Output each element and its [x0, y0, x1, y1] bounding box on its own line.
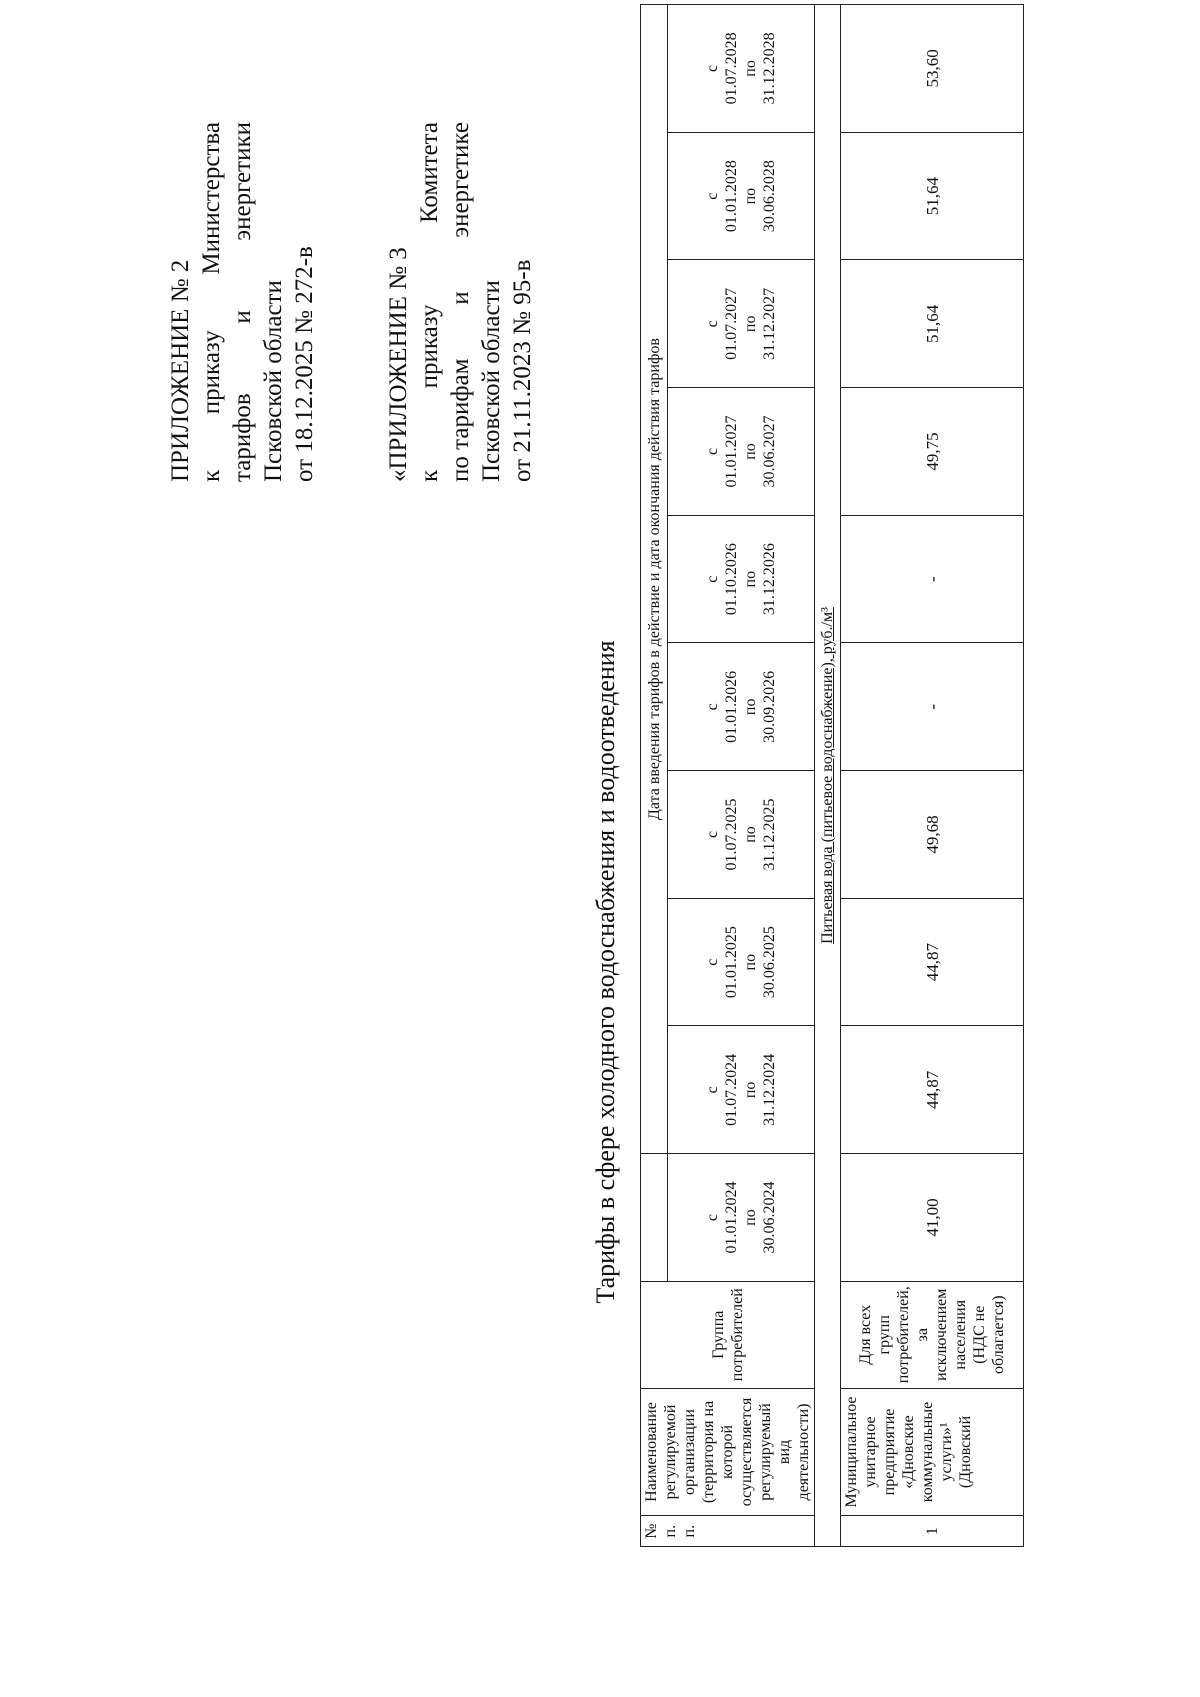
appendix-original-block	[383, 122, 538, 482]
period-to: 31.12.2024	[761, 1053, 779, 1126]
tariff-value-2: 44,87	[841, 1026, 1024, 1154]
period-header-1	[668, 1154, 815, 1282]
period-from-word: с	[704, 447, 722, 456]
period-from: 01.01.2024	[723, 1181, 741, 1254]
period-header-9	[668, 132, 815, 260]
row-group: Для всех групп потребителей, за исключением населения (НДС не облагается)	[841, 1281, 1024, 1388]
section-row	[815, 5, 841, 1547]
period-from: 01.01.2026	[723, 670, 741, 743]
tariff-value-1: 41,00	[841, 1154, 1024, 1282]
word: тарифов	[229, 393, 256, 482]
header-group: Группа потребителей	[641, 1281, 815, 1388]
period-from-word: с	[704, 958, 722, 966]
header-num: № п. п.	[641, 1516, 815, 1547]
appendix-current-line1	[196, 122, 227, 482]
period-from: 01.01.2027	[723, 415, 741, 488]
period-from-word: с	[704, 703, 722, 711]
tariff-value-5: -	[841, 643, 1024, 771]
period-to-word: по	[742, 315, 760, 333]
period-from: 01.01.2025	[723, 926, 741, 999]
period-header-10	[668, 5, 815, 133]
period-to: 31.12.2025	[761, 798, 779, 871]
appendix-original-line4: от 21.11.2023 № 95-в	[509, 259, 536, 482]
period-from-word: с	[704, 320, 722, 328]
word: Министерства	[198, 122, 225, 275]
header-row-1	[641, 5, 668, 1547]
period-to: 30.09.2026	[761, 670, 779, 743]
period-from-word: с	[704, 1213, 722, 1222]
tariff-value-4: 49,68	[841, 771, 1024, 899]
period-header-5	[668, 643, 815, 771]
word: и	[229, 310, 256, 324]
appendix-current-line4: от 18.12.2025 № 272-в	[291, 246, 318, 482]
period-from: 01.07.2028	[723, 32, 741, 105]
period-from-word: с	[704, 64, 722, 72]
period-to-word: по	[742, 60, 760, 77]
tariff-value-9: 51,64	[841, 132, 1024, 260]
row-num: 1	[841, 1516, 1024, 1547]
period-to: 31.12.2027	[761, 287, 779, 360]
table-row	[841, 5, 1024, 1547]
appendix-original-line1	[414, 122, 445, 482]
period-from: 01.01.2028	[723, 160, 741, 233]
word: к	[198, 469, 225, 482]
word: Комитета	[416, 122, 443, 224]
section-header: Питьевая вода (питьевое водоснабжение), руб./м³	[815, 5, 841, 1547]
document-title: Тарифы в сфере холодного водоснабжения и водоотведения	[591, 640, 620, 1304]
appendix-original-line2	[445, 122, 476, 482]
header-blank	[641, 1154, 668, 1282]
word: приказу	[416, 304, 443, 389]
period-to-word: по	[742, 570, 760, 588]
period-to: 31.12.2026	[761, 543, 779, 616]
appendix-current-line2	[227, 122, 258, 482]
period-from: 01.07.2024	[723, 1053, 741, 1126]
appendix-current-title: ПРИЛОЖЕНИЕ № 2	[167, 259, 194, 482]
word: приказу	[198, 330, 225, 415]
appendix-current-block	[165, 122, 320, 482]
period-header-2	[668, 1026, 815, 1154]
word: по тарифам	[447, 358, 474, 482]
period-header-3	[668, 898, 815, 1026]
period-from: 01.07.2025	[723, 798, 741, 871]
appendix-current-line3: Псковской области	[260, 280, 287, 482]
tariff-value-7: 49,75	[841, 388, 1024, 516]
tariff-table	[640, 4, 1024, 1547]
period-to-word: по	[742, 826, 760, 843]
period-header-4	[668, 771, 815, 899]
tariff-value-8: 51,64	[841, 260, 1024, 388]
period-from-word: с	[704, 1086, 722, 1094]
period-from: 01.07.2027	[723, 287, 741, 360]
period-from: 01.10.2026	[723, 543, 741, 616]
period-from-word: с	[704, 575, 722, 583]
header-date-span: Дата введения тарифов в действие и дата окончания действия тарифов	[641, 5, 668, 1154]
word: энергетики	[229, 122, 256, 241]
period-from-word: с	[704, 830, 722, 839]
period-from-word: с	[704, 192, 722, 200]
period-to-word: по	[742, 698, 760, 716]
period-to-word: по	[742, 1209, 760, 1226]
row-org	[841, 1388, 1024, 1516]
period-to: 30.06.2028	[761, 160, 779, 233]
period-header-8	[668, 260, 815, 388]
row-org-text: Муниципальное унитарное предприятие «Дновские коммунальные услуги»¹ (Дновский	[843, 1396, 974, 1508]
word: к	[416, 469, 443, 482]
tariff-value-10: 53,60	[841, 5, 1024, 133]
word: и	[447, 291, 474, 305]
period-to: 30.06.2025	[761, 926, 779, 999]
period-to-word: по	[742, 187, 760, 205]
tariff-value-3: 44,87	[841, 898, 1024, 1026]
period-header-7	[668, 388, 815, 516]
period-to: 30.06.2027	[761, 415, 779, 488]
header-org: Наименование регулируемой организации (территория на которой осуществляется регулируемый вид деятельности)	[641, 1388, 815, 1516]
period-to-word: по	[742, 443, 760, 460]
period-to-word: по	[742, 953, 760, 971]
period-to-word: по	[742, 1081, 760, 1099]
appendix-original-title: «ПРИЛОЖЕНИЕ № 3	[385, 247, 412, 482]
appendix-original-line3: Псковской области	[478, 280, 505, 482]
tariff-value-6: -	[841, 515, 1024, 643]
period-to: 31.12.2028	[761, 32, 779, 105]
period-to: 30.06.2024	[761, 1181, 779, 1254]
word: энергетике	[447, 122, 474, 238]
period-header-6	[668, 515, 815, 643]
